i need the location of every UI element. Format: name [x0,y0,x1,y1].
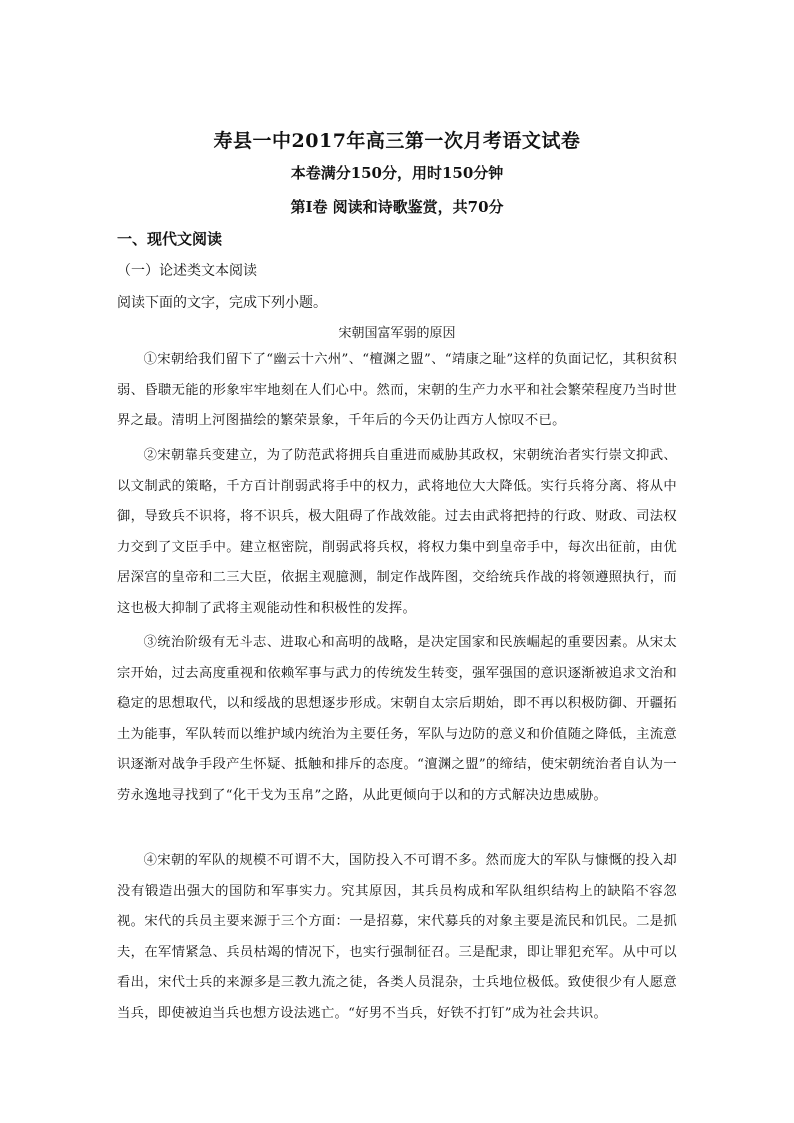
article-title: 宋朝国富军弱的原因 [338,326,456,341]
article-paragraph-1: ①宋朝给我们留下了“幽云十六州”、“檀渊之盟”、“靖康之耻”这样的负面记忆，其积贫积弱、昏聩无能的形象牢牢地刻在人们心中。然而，宋朝的生产力水平和社会繁荣程度乃当时世界之最。清明上河图描绘的繁荣景象，千年后的今天仍让西方人惊叹不已。 [117,352,677,428]
section-heading: 一、现代文阅读 [117,230,223,248]
part-heading: 第I卷 阅读和诗歌鉴赏，共70分 [290,198,504,216]
subsection-heading: （一）论述类文本阅读 [117,263,257,279]
exam-title: 寿县一中2017年高三第一次月考语文试卷 [213,130,581,152]
instruction-text: 阅读下面的文字，完成下列小题。 [117,295,327,311]
article-paragraph-2: ②宋朝靠兵变建立，为了防范武将拥兵自重进而威胁其政权，宋朝统治者实行崇文抑武、以文制武的策略，千方百计削弱武将手中的权力，武将地位大大降低。实行兵将分离、将从中御，导致兵不识将，将不识兵，极大阻碍了作战效能。过去由武将把持的行政、财政、司法权力交到了文臣手中。建立枢密院，削弱武将兵权，将权力集中到皇帝手中，每次出征前，由优居深宫的皇帝和二三大臣，依据主观臆测，制定作战阵图，交给统兵作战的将领遵照执行，而这也极大抑制了武将主观能动性和积极性的发挥。 [117,448,677,616]
article-paragraph-4: ④宋朝的军队的规模不可谓不大，国防投入不可谓不多。然而庞大的军队与慷慨的投入却没有锻造出强大的国防和军事实力。究其原因，其兵员构成和军队组织结构上的缺陷不容忽视。宋代的兵员主要来源于三个方面：一是招募，宋代募兵的对象主要是流民和饥民。二是抓夫，在军情紧急、兵员枯竭的情况下，也实行强制征召。三是配隶，即让罪犯充军。从中可以看出，宋代士兵的来源多是三教九流之徒，各类人员混杂，士兵地位极低。致使很少有人愿意当兵，即使被迫当兵也想方设法逃亡。“好男不当兵，好铁不打钉”成为社会共识。 [117,853,677,1021]
article-paragraph-3: ③统治阶级有无斗志、进取心和高明的战略，是决定国家和民族崛起的重要因素。从宋太宗开始，过去高度重视和依赖军事与武力的传统发生转变，强军强国的意识逐渐被追求文治和稳定的思想取代，以和绥战的思想逐步形成。宋朝自太宗后期始，即不再以积极防御、开疆拓土为能事，军队转而以维护域内统治为主要任务，军队与边防的意义和价值随之降低，主流意识逐渐对战争手段产生怀疑、抵触和排斥的态度。“澶渊之盟”的缔结，使宋朝统治者自认为一劳永逸地寻找到了“化干戈为玉帛”之路，从此更倾向于以和的方式解决边患威胁。 [117,635,677,803]
exam-subtitle: 本卷满分150分，用时150分钟 [290,164,504,182]
